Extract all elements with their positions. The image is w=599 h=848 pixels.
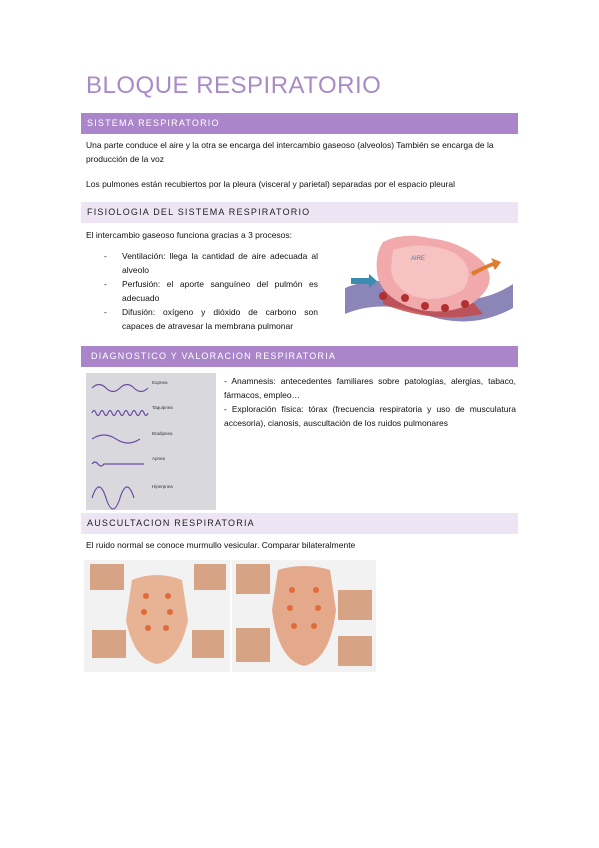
- eupnea-wave: [92, 385, 148, 392]
- alveolus-illustration: [343, 232, 515, 332]
- paragraph-fisiologia-intro: El intercambio gaseoso funciona gracias a 3 procesos:: [86, 230, 293, 240]
- hiperpnea-wave: [92, 487, 134, 509]
- paragraph-exploracion: - Exploración física: tórax (frecuencia respiratoria y uso de musculatura accesoria), cianosis, auscultación de los ruidos pulmonares: [224, 404, 516, 428]
- auscultation-front-figure: [84, 560, 230, 672]
- section-heading-diagnostico: DIAGNOSTICO Y VALORACION RESPIRATORIA: [81, 346, 518, 367]
- taquipnea-wave: [92, 411, 148, 416]
- paragraph-sistema-2: Los pulmones están recubiertos por la pleura (visceral y parietal) separadas por el espacio pleural: [86, 179, 456, 189]
- section-heading-sistema: SISTEMA RESPIRATORIO: [81, 113, 518, 134]
- process-list: [102, 249, 318, 333]
- list-item: - Ventilación: llega la cantidad de aire adecuada al alveolo: [102, 249, 318, 277]
- breathing-label: Taquipnea: [152, 405, 173, 410]
- bradipnea-wave: [92, 435, 140, 443]
- breathing-patterns-figure: [86, 373, 216, 510]
- list-item: - Perfusión: el aporte sanguíneo del pulmón es adecuado: [102, 277, 318, 305]
- auscultation-back-figure: [232, 560, 376, 672]
- apnea-wave: [92, 462, 144, 466]
- paragraph-sistema-1: Una parte conduce el aire y la otra se encarga del intercambio gaseoso (alveolos) También se encarga de la producción de la voz: [86, 140, 494, 164]
- breathing-label: Bradipnea: [152, 431, 173, 436]
- paragraph-anamnesis: - Anamnesis: antecedentes familiares sobre patologías, alergias, tabaco, fármacos, empleo…: [224, 376, 516, 400]
- page-title: BLOQUE RESPIRATORIO: [86, 72, 382, 99]
- paragraph-auscultacion: El ruido normal se conoce murmullo vesicular. Comparar bilateralmente: [86, 540, 356, 550]
- section-heading-auscultacion: AUSCULTACION RESPIRATORIA: [81, 513, 518, 534]
- section-heading-fisiologia: FISIOLOGIA DEL SISTEMA RESPIRATORIO: [81, 202, 518, 223]
- breathing-label: Apnea: [152, 456, 166, 461]
- figure-label-aire: AIRE: [411, 256, 426, 262]
- breathing-label: Hiperpnea: [152, 484, 173, 489]
- list-item: - Difusión: oxígeno y dióxido de carbono son capaces de atravesar la membrana pulmonar: [102, 305, 318, 333]
- breathing-label: Eupnea: [152, 380, 168, 385]
